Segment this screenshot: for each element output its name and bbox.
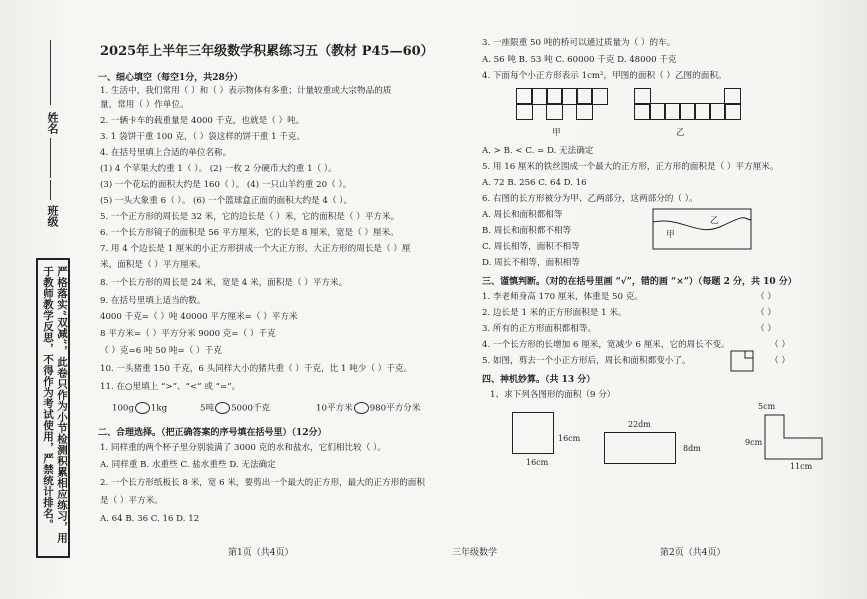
q-line: B. 周长和面积都不相等 — [482, 226, 572, 236]
name-line-lower — [50, 138, 51, 178]
shape-square — [512, 412, 554, 454]
q-line: 2. 一辆卡车的载重量是 4000 千克，也就是（ ）吨。 — [100, 116, 305, 126]
q-line: A. 56 吨 B. 53 吨 C. 60000 千克 D. 48000 千克 — [482, 55, 677, 65]
class-line — [50, 180, 51, 200]
compare-a-left: 100g — [112, 403, 134, 414]
choice-line: 是（ ）平方米。 — [100, 496, 163, 506]
q-line: 5. 一个正方形的周长是 32 米，它的边长是（ ）米，它的面积是（ ）平方米。 — [100, 212, 400, 222]
q-line: 6. 一个长方形镜子的面积是 56 平方厘米，它的长是 8 厘米，宽是（ ）厘米。 — [100, 228, 399, 238]
figure-q6 — [652, 208, 752, 250]
shape-l — [764, 414, 824, 460]
q-line: 4. 在括号里填上合适的单位名称。 — [100, 148, 232, 158]
class-label: 班级 — [46, 205, 59, 227]
compare-circle[interactable] — [135, 402, 150, 414]
figure-judge5 — [730, 350, 754, 372]
compare-circle[interactable] — [354, 402, 369, 414]
q-line: (3) 一个花坛的面积大约是 160（ ）。 (4) 一只山羊约重 20（ ）。 — [100, 180, 352, 190]
q-line: 3. 一座限重 50 吨的桥可以通过质量为（ ）的车。 — [482, 38, 676, 48]
judge-paren[interactable]: （ ） — [756, 308, 776, 318]
q-line: 11. 在○里填上 “>”、“<” 或 “=”。 — [100, 382, 241, 392]
q-line: （ ）克=6 吨 50 吨=（ ）千克 — [100, 346, 222, 356]
choice-line: 1. 同样重的两个杯子里分别装满了 3000 克的水和盐水，它们相比较（ ）。 — [100, 443, 386, 453]
q-line: 7. 用 4 个边长是 1 厘米的小正方形拼成一个大正方形，大正方形的周长是（ ）厘 — [100, 244, 411, 254]
judge-line: 3. 所有的正方形面积都相等。 — [482, 324, 597, 334]
figure-yi-label: 乙 — [676, 128, 685, 138]
section-3-heading: 三、谨慎判断。（对的在括号里画 “√”，错的画 “×”）（每题 2 分，共 10 分） — [482, 277, 797, 287]
figure-q6-yi: 乙 — [710, 216, 719, 226]
judge-line: 2. 边长是 1 米的正方形面积是 1 米。 — [482, 308, 627, 318]
shape-l-bottom: 11cm — [790, 462, 813, 471]
q-line: 1. 生活中，我们常用（ ）和（ ）表示物体有多重；计量较重或大宗物品的质 — [100, 86, 392, 96]
judge-line: 5. 如图，剪去一个小正方形后，周长和面积都变小了。 — [482, 356, 691, 366]
q-line: 10. 一头猪重 150 千克，6 头同样大小的猪共重（ ）千克，比 1 吨少（ ）千克。 — [100, 364, 413, 374]
choice-line: A. 同样重 B. 水重些 C. 盐水重些 D. 无法确定 — [100, 460, 276, 470]
choice-line: A. 64 B. 36 C. 16 D. 12 — [100, 514, 200, 524]
judge-line: 4. 一个长方形的长增加 6 厘米，宽减少 6 厘米，它的周长不变。 — [482, 340, 730, 350]
section-2-heading: 二、合理选择。（把正确答案的序号填在括号里）（12分） — [98, 428, 327, 438]
judge-paren[interactable]: （ ） — [756, 324, 776, 334]
compare-circle[interactable] — [215, 402, 230, 414]
compare-c-right: 980平方分米 — [369, 403, 421, 414]
calc-title: 1、求下列各图形的面积（9 分） — [490, 390, 616, 400]
q-line: (1) 4 个苹果大约重 1（ ）。 (2) 一枚 2 分硬币大约重 1（ ）。 — [100, 164, 337, 174]
compare-row — [316, 402, 421, 415]
compare-a-right: 1kg — [150, 403, 168, 414]
q-line: D. 周长不相等，面积相等 — [482, 258, 580, 268]
shape-l-top: 5cm — [758, 402, 776, 411]
judge-line: 1. 李老师身高 170 厘米，体重是 50 克。 — [482, 292, 643, 302]
shape-square-bottom: 16cm — [526, 458, 549, 467]
q-line: 量，常用（ ）作单位。 — [100, 100, 189, 110]
judge-paren[interactable]: （ ） — [770, 340, 790, 350]
q-line: 9. 在括号里填上适当的数。 — [100, 296, 206, 306]
q-line: A. 72 B. 256 C. 64 D. 16 — [482, 178, 587, 188]
figure-jia — [516, 88, 616, 128]
page-footer-subject: 三年级数学 — [452, 548, 498, 558]
shape-square-side: 16cm — [558, 434, 581, 443]
notice-text: 严格落实“双减”，此卷只作为小节检测积累相应练习，用于教师教学反思，不得作为考试使用，严禁统计排名。 — [42, 266, 68, 544]
section-1-heading: 一、细心填空（每空1分，共28分） — [98, 73, 243, 83]
q-line: 5. 用 16 厘米的铁丝围成一个最大的正方形，正方形的面积是（ ）平方厘米。 — [482, 162, 779, 172]
q-line: 8 平方米=（ ）平方分米 9000 克=（ ）千克 — [100, 329, 276, 339]
figure-yi — [634, 88, 744, 128]
q-line: A. > B. < C. = D. 无法确定 — [482, 146, 594, 156]
page-title: 2025年上半年三年级数学积累练习五（教材 P45—60） — [100, 44, 434, 59]
q-line: 4000 千克=（ ）吨 40000 平方厘米=（ ）平方米 — [100, 312, 298, 322]
q-line: C. 周长相等，面积不相等 — [482, 242, 580, 252]
page-footer-right: 第2页（共4页） — [660, 548, 726, 558]
q-line: 3. 1 袋饼干重 100 克，（ ）袋这样的饼干重 1 千克。 — [100, 132, 306, 142]
shape-rect-top: 22dm — [628, 420, 651, 429]
compare-b-left: 5吨 — [200, 403, 215, 414]
q-line: 8. 一个长方形的周长是 24 米，宽是 4 米，面积是（ ）平方米。 — [100, 278, 348, 288]
q-line: A. 周长和面积都相等 — [482, 210, 563, 220]
figure-q6-jia: 甲 — [666, 230, 675, 240]
q-line: 4. 下面每个小正方形表示 1cm²，甲图的面积（ ）乙图的面积。 — [482, 71, 727, 81]
judge-paren[interactable]: （ ） — [770, 356, 790, 366]
shape-rect-side: 8dm — [683, 444, 701, 453]
compare-c-left: 10平方米 — [316, 403, 353, 414]
shape-l-left: 9cm — [745, 438, 763, 447]
compare-row — [200, 402, 270, 415]
name-line — [50, 40, 51, 105]
name-label: 姓名 — [46, 112, 59, 134]
page-footer-left: 第1页（共4页） — [228, 548, 294, 558]
q-line: 米，面积是（ ）平方厘米。 — [100, 260, 206, 270]
judge-paren[interactable]: （ ） — [756, 292, 776, 302]
compare-b-right: 5000千克 — [231, 403, 271, 414]
figure-jia-label: 甲 — [552, 128, 561, 138]
notice-box — [36, 258, 70, 558]
compare-row — [112, 402, 167, 415]
section-4-heading: 四、神机妙算。（共 13 分） — [482, 375, 596, 385]
shape-rectangle — [604, 432, 676, 464]
q-line: (5) 一头大象重 6（ ）。 (6) 一个篮球盒正面的面积大约是 4（ ）。 — [100, 196, 353, 206]
q-line: 6. 右图的长方形被分为甲、乙两部分，这两部分的（ ）。 — [482, 194, 698, 204]
choice-line: 2. 一个长方形纸板长 8 米，宽 6 米，要剪出一个最大的正方形，最大的正方形的面积 — [100, 478, 425, 488]
